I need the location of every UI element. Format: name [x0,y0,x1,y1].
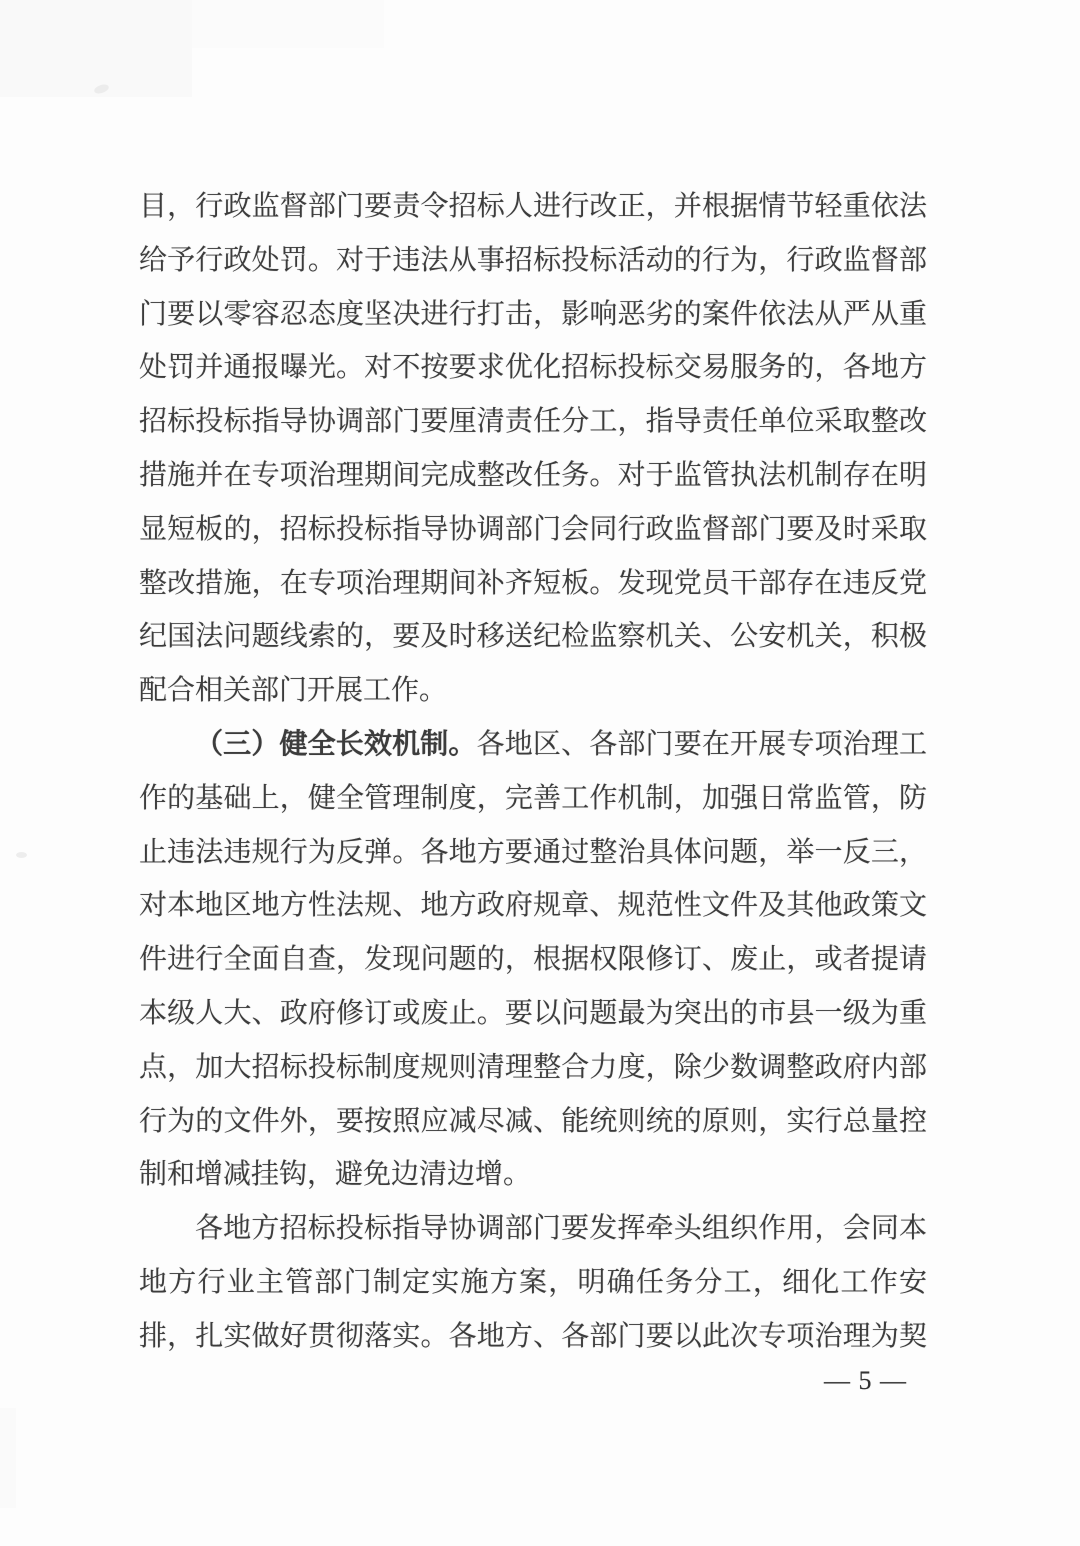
text-line: 整改措施，在专项治理期间补齐短板。发现党员干部存在违反党 [139,567,927,599]
text-line: 给予行政处罚。对于违法从事招标投标活动的行为，行政监督部 [139,244,927,276]
scan-artifact-smudge-left [16,852,27,858]
text-line: 点，加大招标投标制度规则清理整合力度，除少数调整政府内部 [139,1051,927,1083]
text-line: 排，扎实做好贯彻落实。各地方、各部门要以此次专项治理为契 [139,1320,927,1352]
text-line: 措施并在专项治理期间完成整改任务。对于监管执法机制存在明 [139,459,927,491]
text-line: 门要以零容忍态度坚决进行打击，影响恶劣的案件依法从严从重 [139,298,927,330]
text-line: 目，行政监督部门要责令招标人进行改正，并根据情节轻重依法 [139,191,927,222]
text-line: 各地方招标投标指导协调部门要发挥牵头组织作用，会同本 [195,1213,927,1245]
text-line: 作的基础上，健全管理制度，完善工作机制，加强日常监管，防 [139,782,927,814]
text-line: 地方行业主管部门制定实施方案，明确任务分工，细化工作安 [139,1266,927,1298]
text-line: 行为的文件外，要按照应减尽减、能统则统的原则，实行总量控 [139,1105,927,1137]
text-line: 制和增减挂钩，避免边清边增。 [139,1159,532,1191]
text-line: 纪国法问题线索的，要及时移送纪检监察机关、公安机关，积极 [139,621,927,653]
text-line: 配合相关部门开展工作。 [139,675,448,707]
document-body-text [139,180,927,1364]
text-line: 件进行全面自查，发现问题的，根据权限修订、废止，或者提请 [139,944,927,976]
text-line: 止违法违规行为反弹。各地方要通过整治具体问题，举一反三， [139,836,927,868]
text-line: 招标投标指导协调部门要厘清责任分工，指导责任单位采取整改 [139,406,927,438]
text-line: （三）健全长效机制。各地区、各部门要在开展专项治理工 [195,728,927,760]
scan-artifact-bottom-left-strip [0,1408,16,1508]
text-line: 对本地区地方性法规、地方政府规章、规范性文件及其他政策文 [139,890,927,922]
text-line: 处罚并通报曝光。对不按要求优化招标投标交易服务的，各地方 [139,352,927,384]
section-heading: （三）健全长效机制。 [195,728,477,760]
text-line: 显短板的，招标投标指导协调部门会同行政监督部门要及时采取 [139,513,927,545]
page-number: — 5 — [824,1366,907,1395]
text-line: 本级人大、政府修订或废止。要以问题最为突出的市县一级为重 [139,997,927,1029]
scan-artifact-corner-shade [0,0,192,97]
